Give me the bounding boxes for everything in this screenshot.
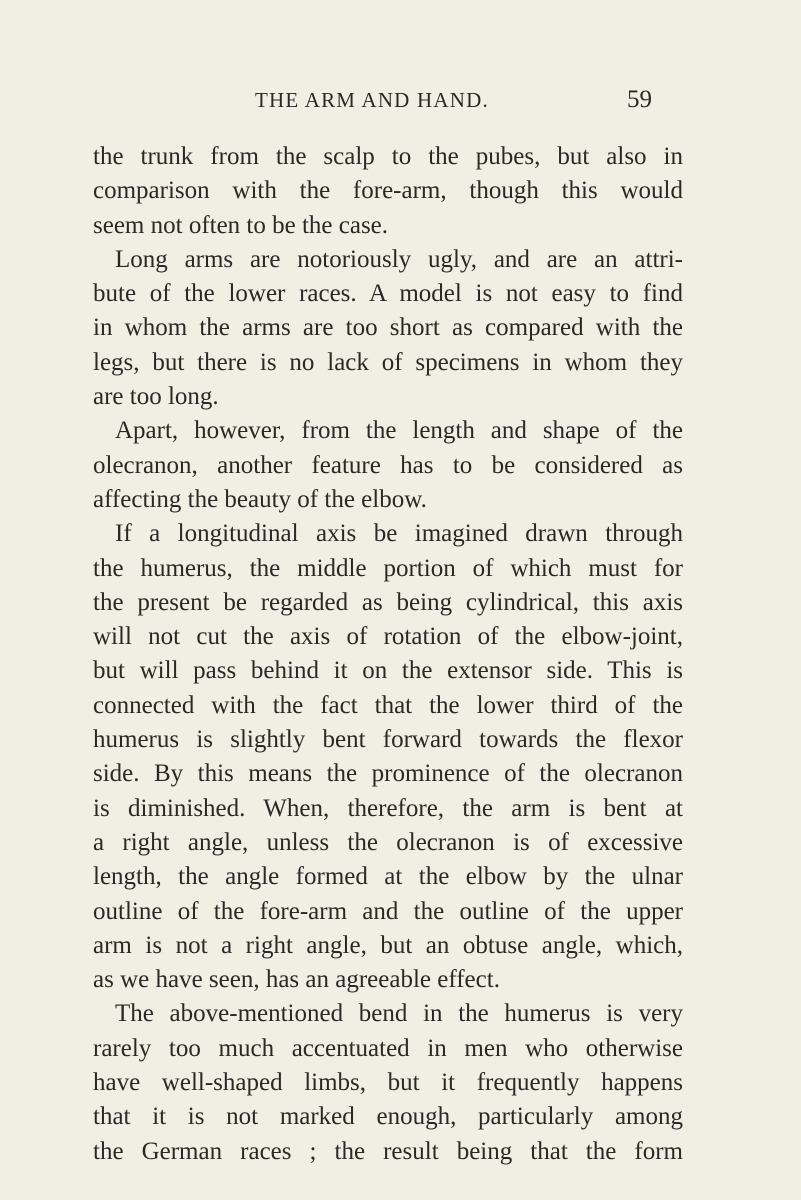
text-line: have well-shaped limbs, but it frequently happens bbox=[93, 1069, 683, 1097]
text-line: seem not often to be the case. bbox=[93, 211, 389, 239]
text-line: connected with the fact that the lower third of the bbox=[93, 691, 683, 719]
text-line: arm is not a right angle, but an obtuse angle, which, bbox=[93, 931, 683, 959]
text-line: the German races ; the result being that the form bbox=[93, 1137, 683, 1165]
text-line: that it is not marked enough, particularly among bbox=[93, 1103, 683, 1131]
running-head bbox=[0, 88, 801, 118]
text-line: olecranon, another feature has to be considered as bbox=[93, 451, 683, 479]
text-line: side. By this means the prominence of the olecranon bbox=[93, 760, 683, 788]
text-line: outline of the fore-arm and the outline of the upper bbox=[93, 897, 683, 925]
text-line: but will pass behind it on the extensor side. This is bbox=[93, 657, 683, 685]
text-line: bute of the lower races. A model is not easy to find bbox=[93, 280, 683, 308]
text-line: The above-mentioned bend in the humerus is very bbox=[115, 1000, 683, 1028]
text-line: as we have seen, has an agreeable effect. bbox=[93, 966, 500, 994]
text-line: If a longitudinal axis be imagined drawn through bbox=[115, 520, 683, 548]
text-line: the present be regarded as being cylindrical, this axis bbox=[93, 588, 683, 616]
text-line: humerus is slightly bent forward towards the flexor bbox=[93, 726, 683, 754]
text-line: Apart, however, from the length and shape of the bbox=[115, 417, 683, 445]
text-line: affecting the beauty of the elbow. bbox=[93, 485, 427, 513]
text-line: the humerus, the middle portion of which must for bbox=[93, 554, 683, 582]
text-line: Long arms are notoriously ugly, and are an attri- bbox=[115, 245, 683, 273]
page-number: 59 bbox=[627, 86, 652, 113]
body-text bbox=[93, 140, 693, 1169]
running-title: THE ARM AND HAND. bbox=[255, 88, 489, 112]
text-line: are too long. bbox=[93, 383, 219, 411]
text-line: the trunk from the scalp to the pubes, but also in bbox=[93, 143, 683, 170]
text-line: a right angle, unless the olecranon is of excessive bbox=[93, 828, 683, 856]
text-line: is diminished. When, therefore, the arm is bent at bbox=[93, 794, 683, 822]
text-line: length, the angle formed at the elbow by the ulnar bbox=[93, 863, 683, 891]
text-line: legs, but there is no lack of specimens in whom they bbox=[93, 348, 683, 376]
text-line: will not cut the axis of rotation of the elbow-joint, bbox=[93, 623, 683, 651]
text-line: in whom the arms are too short as compared with the bbox=[93, 314, 683, 342]
text-line: rarely too much accentuated in men who otherwise bbox=[93, 1034, 683, 1062]
text-line: comparison with the fore-arm, though this would bbox=[93, 177, 683, 205]
